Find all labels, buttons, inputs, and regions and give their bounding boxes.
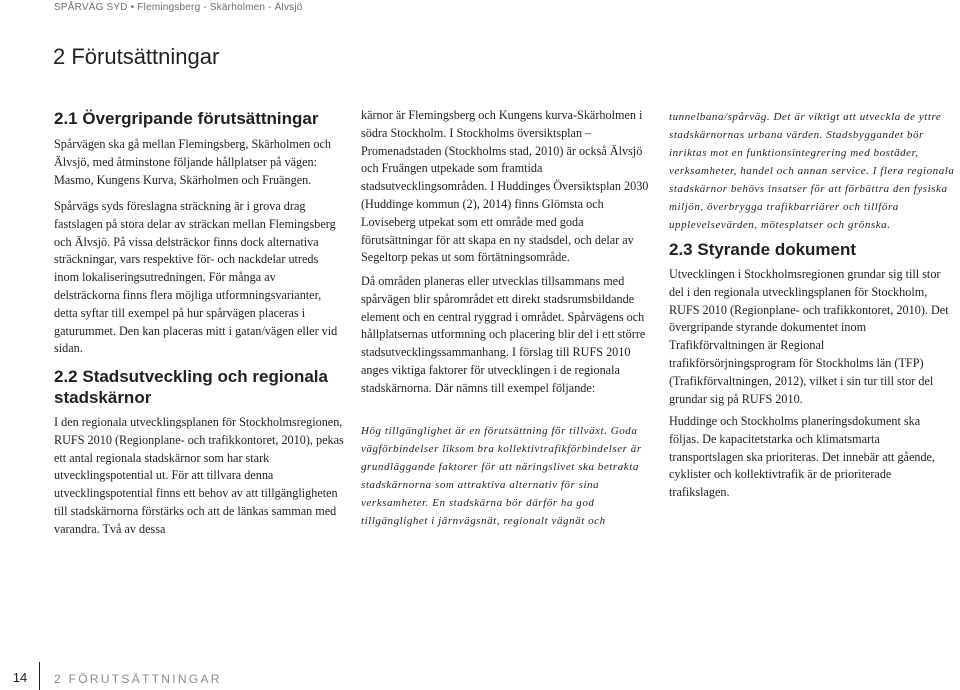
footer-divider [39,662,40,690]
paragraph: Spårvägs syds föreslagna sträckning är i grova drag fastslagen på stora delar av sträckan mellan Flemingsberg och Älvsjö. På vissa delsträckor finns dock alternativa sträckningar, vars respektive för- och nackdelar utreds inom lokaliseringsutredningen. För många av delsträckorna finns flera möjliga utformningsvarianter, detta syftar till exempel på hur spårvägen placeras i gaturummet. Den kan placeras mitt i gatan/vägen eller vid sidan. [54,199,338,356]
paragraph: kärnor är Flemingsberg och Kungens kurva-Skärholmen i södra Stockholm. I Stockholms översiktsplan – Promenadstaden (Stockholms stad, 2010) är också Älvsjö och Fruängen utpekade som framtida stadsutvecklingsområden. I Huddinges Översiktsplan 2030 (Huddinge kommun (2), 2014) finns Glömsta och Loviseberg utpekat som ett område med goda förutsättningar för att skapa en ny stadsdel, och delar av Segeltorp pekas ut som förtätningsområde. [361,108,649,265]
paragraph: Huddinge och Stockholms planeringsdokument ska följas. De kapacitetstarka och klimatsmarta transportslagen ska prioriteras. Det innebär att gående, cyklister och kollektivtrafik är de prioriterade trafikslagen. [669,414,935,500]
chapter-title: 2 Förutsättningar [53,44,220,69]
running-header: SPÅRVÄG SYD • Flemingsberg - Skärholmen - Älvsjö [54,2,303,13]
paragraph: Utvecklingen i Stockholmsregionen grundar sig till stor del i den regionala utvecklingsplanen för Stockholm, RUFS 2010 (Regionplane- och trafikkontoret, 2010). Det övergripande styrande dokumentet inom Trafikförvaltningen är Regional trafikförsörjningsprogram för Stockholms län (TFP) (Trafikförvaltningen, 2012), vilket i sin tur till stor del grundar sig på RUFS 2010. [669,267,949,406]
footer-chapter-label: 2 FÖRUTSÄTTNINGAR [54,672,222,686]
paragraph: I den regionala utvecklingsplanen för Stockholmsregionen, RUFS 2010 (Regionplane- och trafikkontoret, 2010), pekas ett antal regionala stadskärnor som har stark utvecklingspotential ut. För att tillvara denna utvecklingspotential finns ett behov av att tillgängligheten till stadskärnorna förstärks och att de länkas samman med varandra. Två av dessa [54,415,344,536]
section-heading-2-1: 2.1 Övergripande förutsättningar [54,109,319,128]
section-heading-2-3: 2.3 Styrande dokument [669,240,857,259]
quote-block-continued: tunnelbana/spårväg. Det är viktigt att utveckla de yttre stadskärnornas urbana värden. Stadsbyggandet bör inriktas mot en funktionsintegrering med bostäder, verksamheter, handel och annan service. I flera regionala stadskärnor behövs insatser för att förbättra den fysiska miljön, överbrygga trafikbarriärer och tillföra upplevelsevärden, mötesplatser och grönska. [669,111,955,231]
section-heading-2-2: 2.2 Stadsutveckling och regionala stadskärnor [54,367,328,407]
paragraph: Då områden planeras eller utvecklas tillsammans med spårvägen blir spårområdet ett direkt stadsrumsbildande element och en central ryggrad i området. Spårvägens och hållplatsernas utformning och placering blir del i ett större stadsutvecklingssammanhang. I förslag till RUFS 2010 anges viktiga faktorer för utvecklingen i de regionala stadskärnorna. Där nämns till exempel följande: [361,274,646,395]
quote-block: Hög tillgänglighet är en förutsättning för tillväxt. Goda vägförbindelser liksom bra kollektivtrafikförbindelser är grundläggande faktorer för att näringslivet ska betrakta stadskärnorna som attraktiva alternativ för sina verksamheter. En stadskärna bör därför ha god tillgänglighet i järnvägsnät, regionalt vägnät och [361,425,642,527]
paragraph: Spårvägen ska gå mellan Flemingsberg, Skärholmen och Älvsjö, med åtminstone följande hållplatser på vägen: Masmo, Kungens Kurva, Skärholmen och Fruängen. [54,137,331,187]
page-number: 14 [12,670,28,685]
